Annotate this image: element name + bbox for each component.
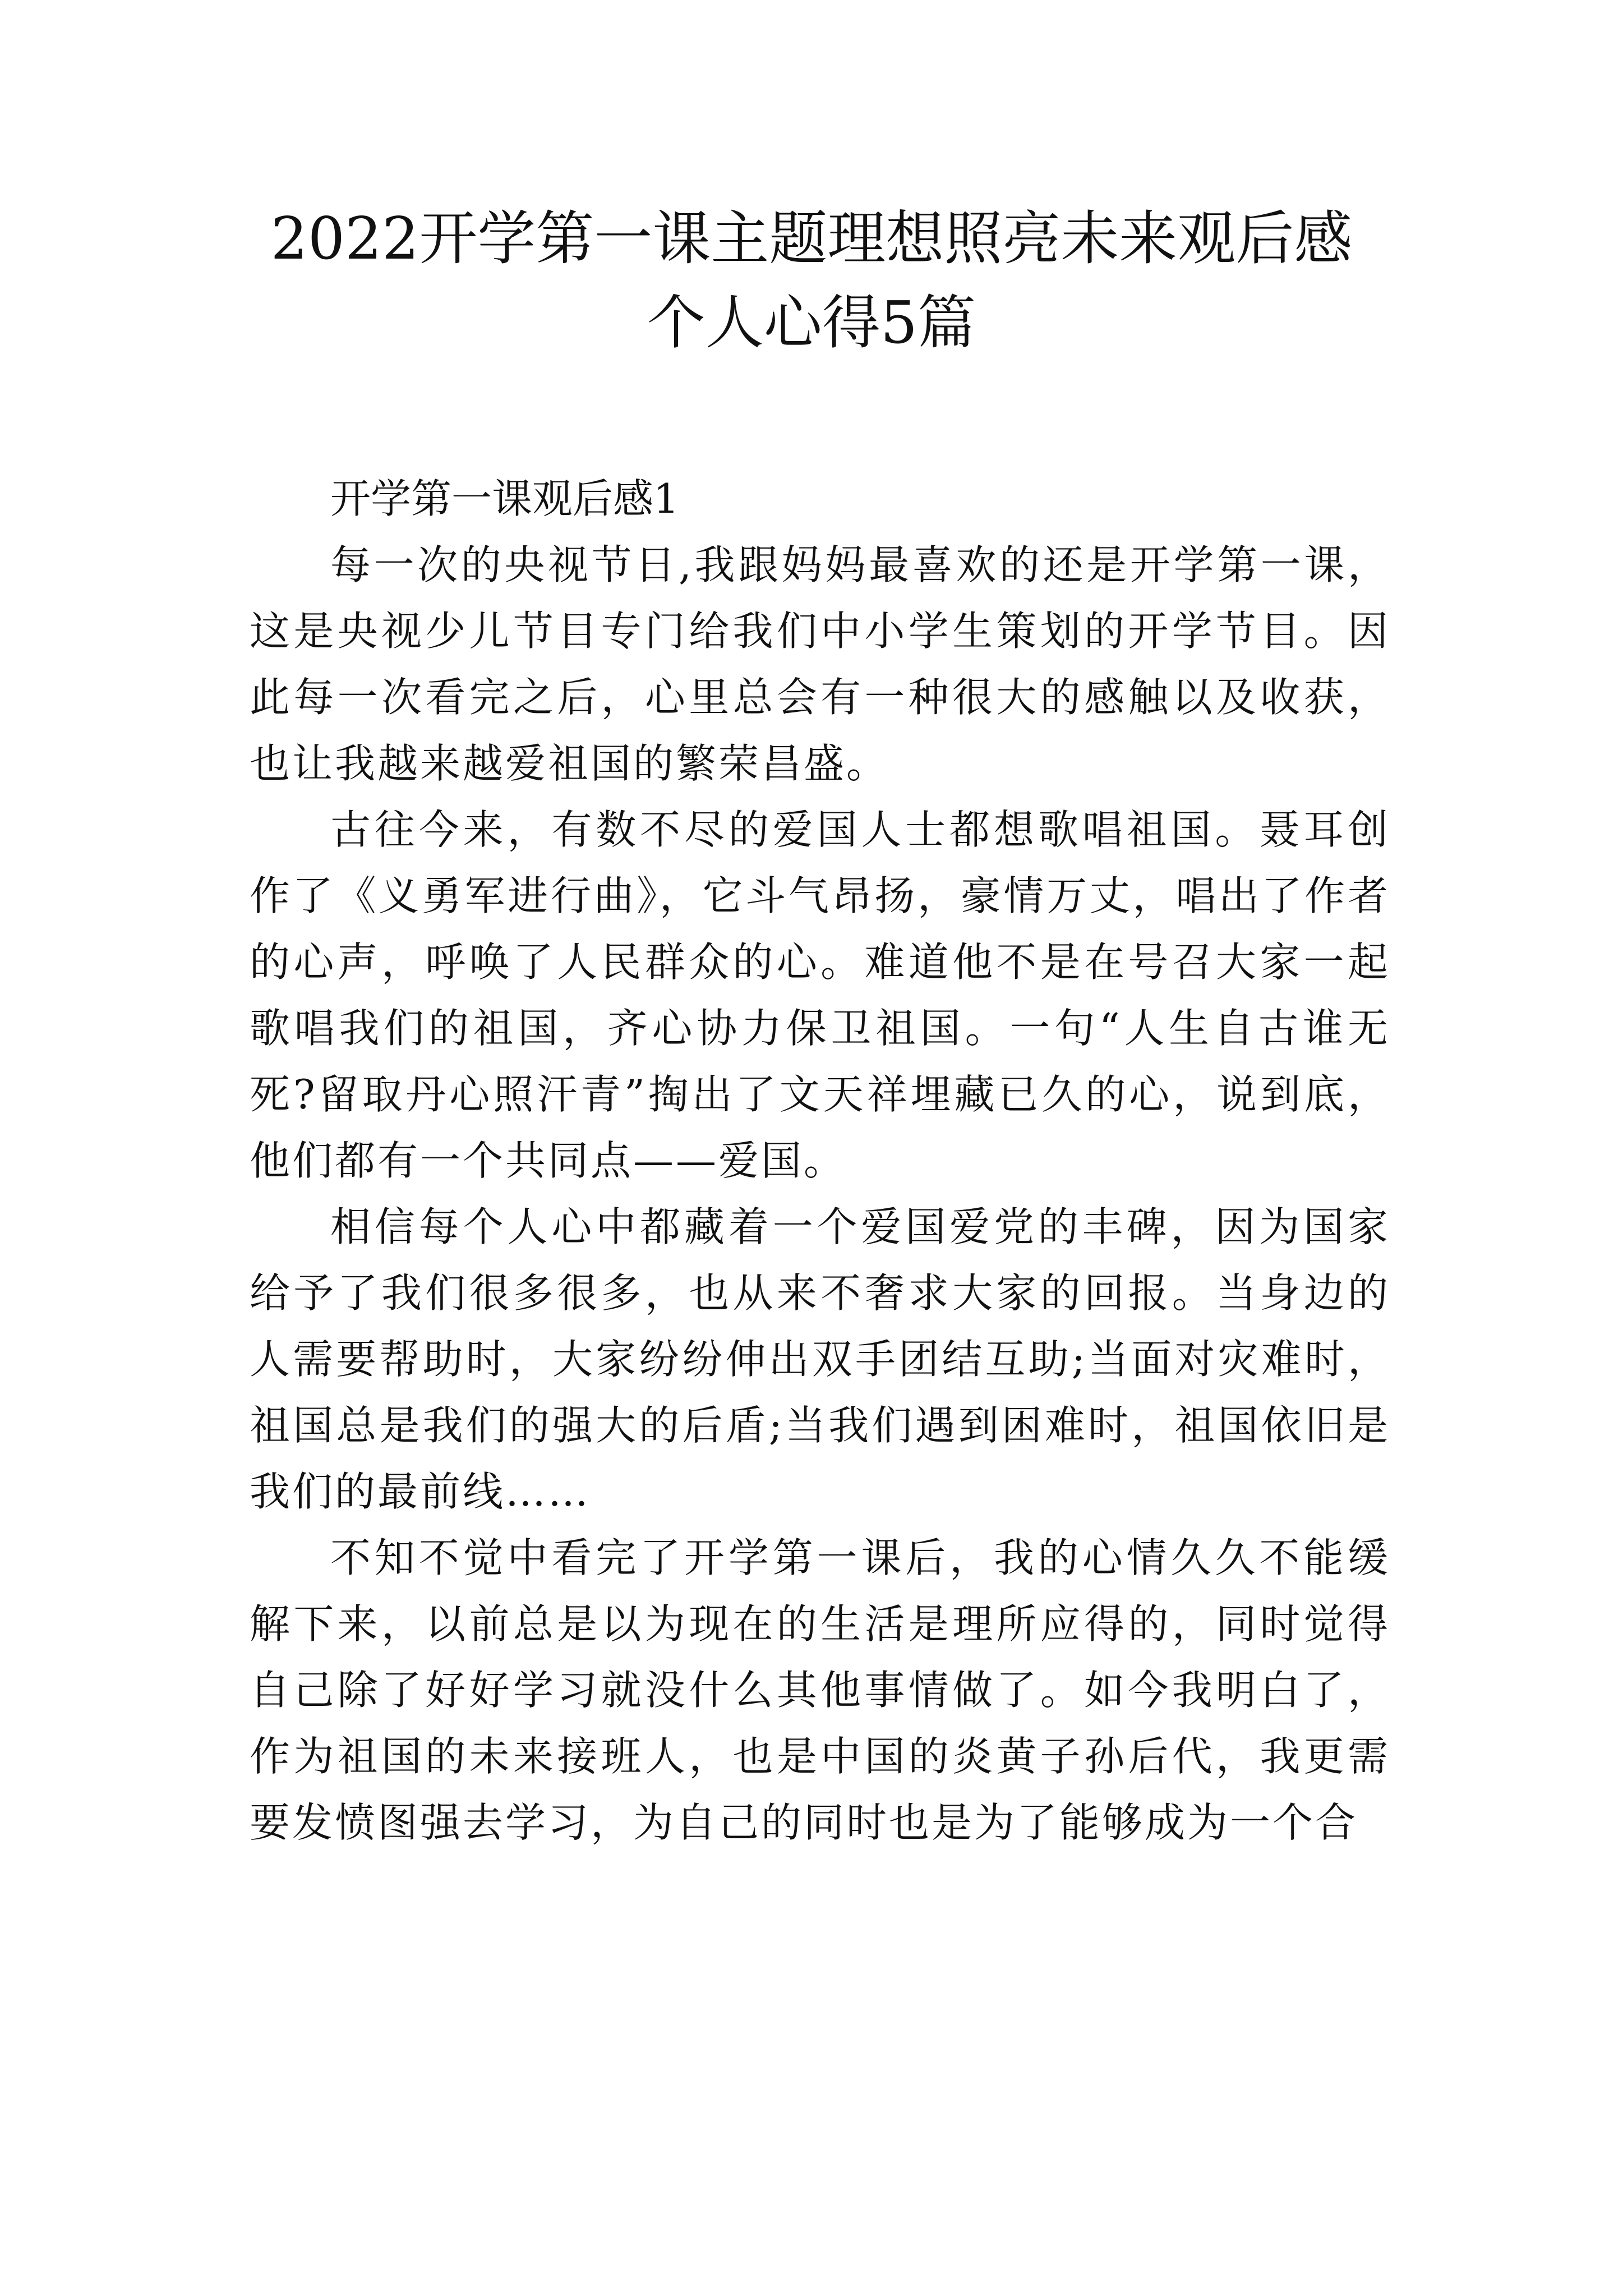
paragraph-4: 不知不觉中看完了开学第一课后，我的心情久久不能缓解下来，以前总是以为现在的生活是理所应得的，同时觉得自己除了好好学习就没什么其他事情做了。如今我明白了，作为祖国的未来接班人，也是中国的炎黄子孙后代，我更需要发愤图强去学习，为自己的同时也是为了能够成为一个合 — [250, 1534, 1390, 1846]
paragraph-1: 每一次的央视节日,我跟妈妈最喜欢的还是开学第一课，这是央视少儿节目专门给我们中小学生策划的开学节目。因此每一次看完之后，心里总会有一种很大的感触以及收获，也让我越来越爱祖国的繁荣昌盛。 — [250, 541, 1390, 787]
title-line-1: 2022开学第一课主题理想照亮未来观后感 — [270, 204, 1353, 273]
document-title — [213, 196, 1410, 365]
section-heading: 开学第一课观后感1 — [330, 475, 679, 522]
title-line-2: 个人心得5篇 — [647, 288, 976, 357]
document-body — [250, 466, 1390, 1856]
paragraph-3: 相信每个人心中都藏着一个爱国爱党的丰碑，因为国家给予了我们很多很多，也从来不奢求大家的回报。当身边的人需要帮助时，大家纷纷伸出双手团结互助;当面对灾难时，祖国总是我们的强大的后盾;当我们遇到困难时，祖国依旧是我们的最前线…… — [250, 1203, 1390, 1515]
paragraph-2: 古往今来，有数不尽的爱国人士都想歌唱祖国。聂耳创作了《义勇军进行曲》，它斗气昂扬，豪情万丈，唱出了作者的心声，呼唤了人民群众的心。难道他不是在号召大家一起歌唱我们的祖国，齐心协力保卫祖国。一句“人生自古谁无死?留取丹心照汗青”掏出了文天祥埋藏已久的心，说到底，他们都有一个共同点——爱国。 — [250, 806, 1390, 1184]
